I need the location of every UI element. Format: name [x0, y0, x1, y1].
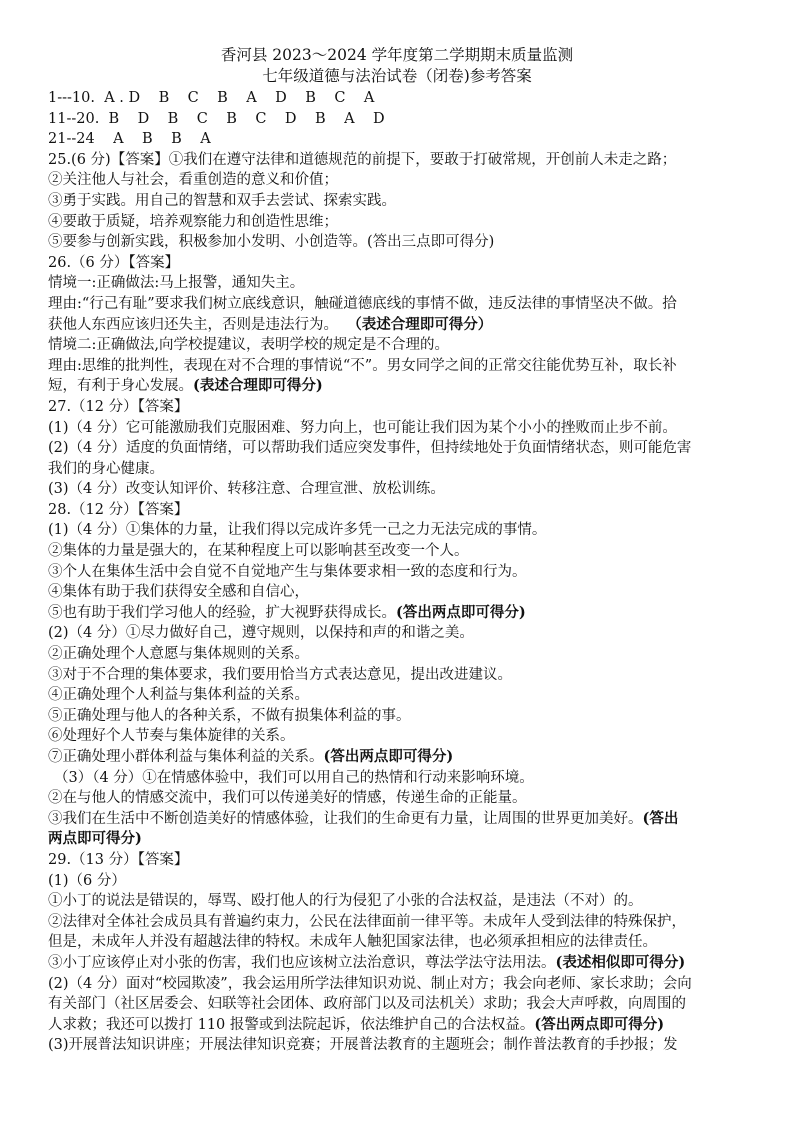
- answer-text: 人求救；我还可以拨打 110 报警或到法院起诉，依法维护自己的合法权益。: [48, 1016, 535, 1033]
- answer-text: ②关注他人与社会，看重创造的意义和价值；: [48, 172, 338, 189]
- scoring-note: (表述相似即可得分): [555, 953, 686, 971]
- scoring-note: (答出两点即可得分): [396, 603, 526, 621]
- answer-text: ①小丁的说法是错误的，辱骂、殴打他人的行为侵犯了小张的合法权益，是违法（不对）的。: [48, 893, 643, 910]
- answer-text: ⑤正确处理与他人的各种关系，不做有损集体利益的事。: [48, 707, 411, 724]
- answer-line: [48, 994, 748, 1015]
- answer-text: 但是，未成年人并没有超越法律的特权。未成年人触犯国家法律，也必须承担相应的法律责任。: [48, 934, 657, 951]
- answer-line: [48, 212, 748, 233]
- answer-line: [48, 150, 748, 171]
- answer-line: [48, 871, 748, 892]
- answer-text: 有关部门（社区居委会、妇联等社会团体、政府部门以及司法机关）求助；我会大声呼救，向周围的: [48, 996, 686, 1013]
- answer-line: [48, 520, 748, 541]
- answer-text: ②法律对全体社会成员具有普遍约束力，公民在法律面前一律平等。未成年人受到法律的特殊保护，: [48, 913, 686, 930]
- answer-line: [48, 253, 748, 274]
- answer-line: [48, 541, 748, 562]
- scoring-note: (答出两点即可得分): [534, 1015, 665, 1033]
- answer-text: ③小丁应该停止对小张的伤害，我们也应该树立法治意识，尊法学法守法用法。: [48, 954, 556, 971]
- answer-line: [48, 974, 748, 995]
- answer-text: ⑤也有助于我们学习他人的经验，扩大视野获得成长。: [48, 604, 396, 621]
- answer-text: (2)（4 分）面对“校园欺凌”，我会运用所学法律知识劝说、制止对方；我会向老师、家长求助；会向: [48, 975, 692, 992]
- answer-text: (1)（6 分）: [48, 872, 126, 889]
- answer-line: [48, 685, 748, 706]
- answer-text: ④要敢于质疑，培养观察能力和创造性思维；: [48, 213, 338, 230]
- answer-line: [48, 582, 748, 603]
- answer-line: [48, 191, 748, 212]
- answer-text: （3）（4 分）①在情感体验中，我们可以用自己的热情和行动来影响环境。: [54, 769, 534, 786]
- answer-text: 理由:“行己有耻”要求我们树立底线意识，触碰道德底线的事情不做，违反法律的事情坚决不做。拾: [48, 295, 677, 312]
- answer-text: 获他人东西应该归还失主，否则是违法行为。: [48, 316, 348, 333]
- answer-line: [48, 88, 748, 109]
- answer-text: 我们的身心健康。: [48, 460, 164, 477]
- answer-line: [48, 232, 748, 253]
- answer-line: [48, 356, 748, 377]
- answer-text: 情境二:正确做法,向学校提建议，表明学校的规定是不合理的。: [48, 337, 449, 354]
- answer-line: [48, 665, 748, 686]
- answer-line: [48, 932, 748, 953]
- answer-text: (1)（4 分）①集体的力量，让我们得以完成许多凭一己之力无法完成的事情。: [48, 522, 547, 539]
- answer-line: [48, 726, 748, 747]
- answer-line: [48, 603, 748, 624]
- answer-line: [48, 418, 748, 439]
- answer-line: [48, 170, 748, 191]
- answer-line: [48, 829, 748, 850]
- answer-text: (3)（4 分）改变认知评价、转移注意、合理宣泄、放松训练。: [48, 481, 445, 498]
- answer-line: [48, 479, 748, 500]
- answer-line: [48, 891, 748, 912]
- answer-line: [48, 294, 748, 315]
- answer-text: ⑦正确处理小群体利益与集体利益的关系。: [48, 749, 324, 765]
- answer-text: 情境一:正确做法:马上报警，通知失主。: [48, 275, 305, 292]
- answer-text: 短，有利于身心发展。: [48, 378, 193, 395]
- answer-line: [48, 953, 748, 974]
- scoring-note: (答出两点即可得分): [323, 748, 454, 765]
- answer-line: [48, 1015, 748, 1036]
- answer-line: [48, 315, 748, 336]
- answer-line: [48, 562, 748, 583]
- answer-text: (1)（4 分）它可能激励我们克服困难、努力向上，也可能让我们因为某个小小的挫败而止步不前。: [48, 419, 677, 436]
- answer-line: [48, 376, 748, 397]
- answer-line: [48, 459, 748, 480]
- answer-body: [48, 88, 748, 1056]
- answer-text: ②集体的力量是强大的，在某种程度上可以影响甚至改变一个人。: [48, 543, 469, 560]
- answer-line: [48, 109, 748, 130]
- scoring-note: (答出: [642, 809, 679, 827]
- answer-line: [48, 1035, 748, 1056]
- answer-text: ③个人在集体生活中会自觉不自觉地产生与集体要求相一致的态度和行为。: [48, 563, 527, 580]
- answer-text: (2)（4 分）①尽力做好自己，遵守规则，以保持和声的和谐之美。: [48, 625, 474, 642]
- answer-text: ③我们在生活中不断创造美好的情感体验，让我们的生命更有力量，让周围的世界更加美好。: [48, 810, 643, 827]
- answer-line: [48, 809, 748, 830]
- answer-line: [48, 438, 748, 459]
- answer-text: ④正确处理个人利益与集体利益的关系。: [48, 687, 309, 704]
- answer-line: [48, 747, 748, 768]
- answer-text: ②在与他人的情感交流中，我们可以传递美好的情感，传递生命的正能量。: [48, 790, 527, 807]
- answer-line: [48, 335, 748, 356]
- answer-text: 27.（12 分）【答案】: [48, 398, 189, 415]
- answer-line: [48, 129, 748, 150]
- answer-line: [48, 500, 748, 521]
- answer-line: [48, 273, 748, 294]
- answer-text: 理由:思维的批判性，表现在对不合理的事情说“不”。男女同学之间的正常交往能优势互补，取长补: [48, 357, 677, 374]
- document-subtitle: 七年级道德与法治试卷（闭卷)参考答案: [262, 67, 532, 85]
- answer-text: 28.（12 分）【答案】: [48, 501, 189, 518]
- answer-line: [48, 644, 748, 665]
- answer-text: 11--20. B D B C B C D B A D: [48, 110, 385, 127]
- answer-line: [48, 788, 748, 809]
- answer-text: (3)开展普法知识讲座；开展法律知识竞赛；开展普法教育的主题班会；制作普法教育的手抄报；发: [48, 1037, 678, 1054]
- answer-line: [48, 850, 748, 871]
- answer-line: [48, 623, 748, 644]
- answer-line: [48, 768, 748, 789]
- answer-line: [48, 706, 748, 727]
- scoring-note: (表述合理即可得分): [193, 377, 323, 395]
- answer-text: ⑥处理好个人节奏与集体旋律的关系。: [48, 728, 295, 745]
- answer-text: 1---10. A . D B C B A D B C A: [48, 90, 375, 106]
- answer-text: (2)（4 分）适度的负面情绪，可以帮助我们适应突发事件，但持续地处于负面情绪状态，则可能危害: [48, 440, 692, 457]
- answer-text: 21--24 A B B A: [48, 131, 211, 148]
- answer-text: ⑤要参与创新实践，积极参加小发明、小创造等。(答出三点即可得分): [48, 234, 495, 251]
- scoring-note: 两点即可得分): [48, 830, 142, 848]
- answer-text: 29.（13 分）【答案】: [48, 851, 189, 868]
- answer-text: ④集体有助于我们获得安全感和自信心，: [48, 584, 309, 601]
- answer-line: [48, 912, 748, 933]
- answer-text: ③勇于实践。用自己的智慧和双手去尝试、探索实践。: [48, 192, 396, 209]
- answer-text: ③对于不合理的集体要求，我们要用恰当方式表达意见，提出改进建议。: [48, 666, 512, 683]
- answer-text: 25.(6 分)【答案】①我们在遵守法律和道德规范的前提下，要敢于打破常规，开创前人未走之路；: [48, 151, 677, 168]
- answer-line: [48, 397, 748, 418]
- scoring-note: （表述合理即可得分）: [347, 315, 493, 333]
- answer-text: ②正确处理个人意愿与集体规则的关系。: [48, 646, 309, 663]
- answer-text: 26.（6 分）【答案】: [48, 254, 180, 271]
- document-title: 香河县 2023～2024 学年度第二学期期末质量监测: [220, 46, 574, 64]
